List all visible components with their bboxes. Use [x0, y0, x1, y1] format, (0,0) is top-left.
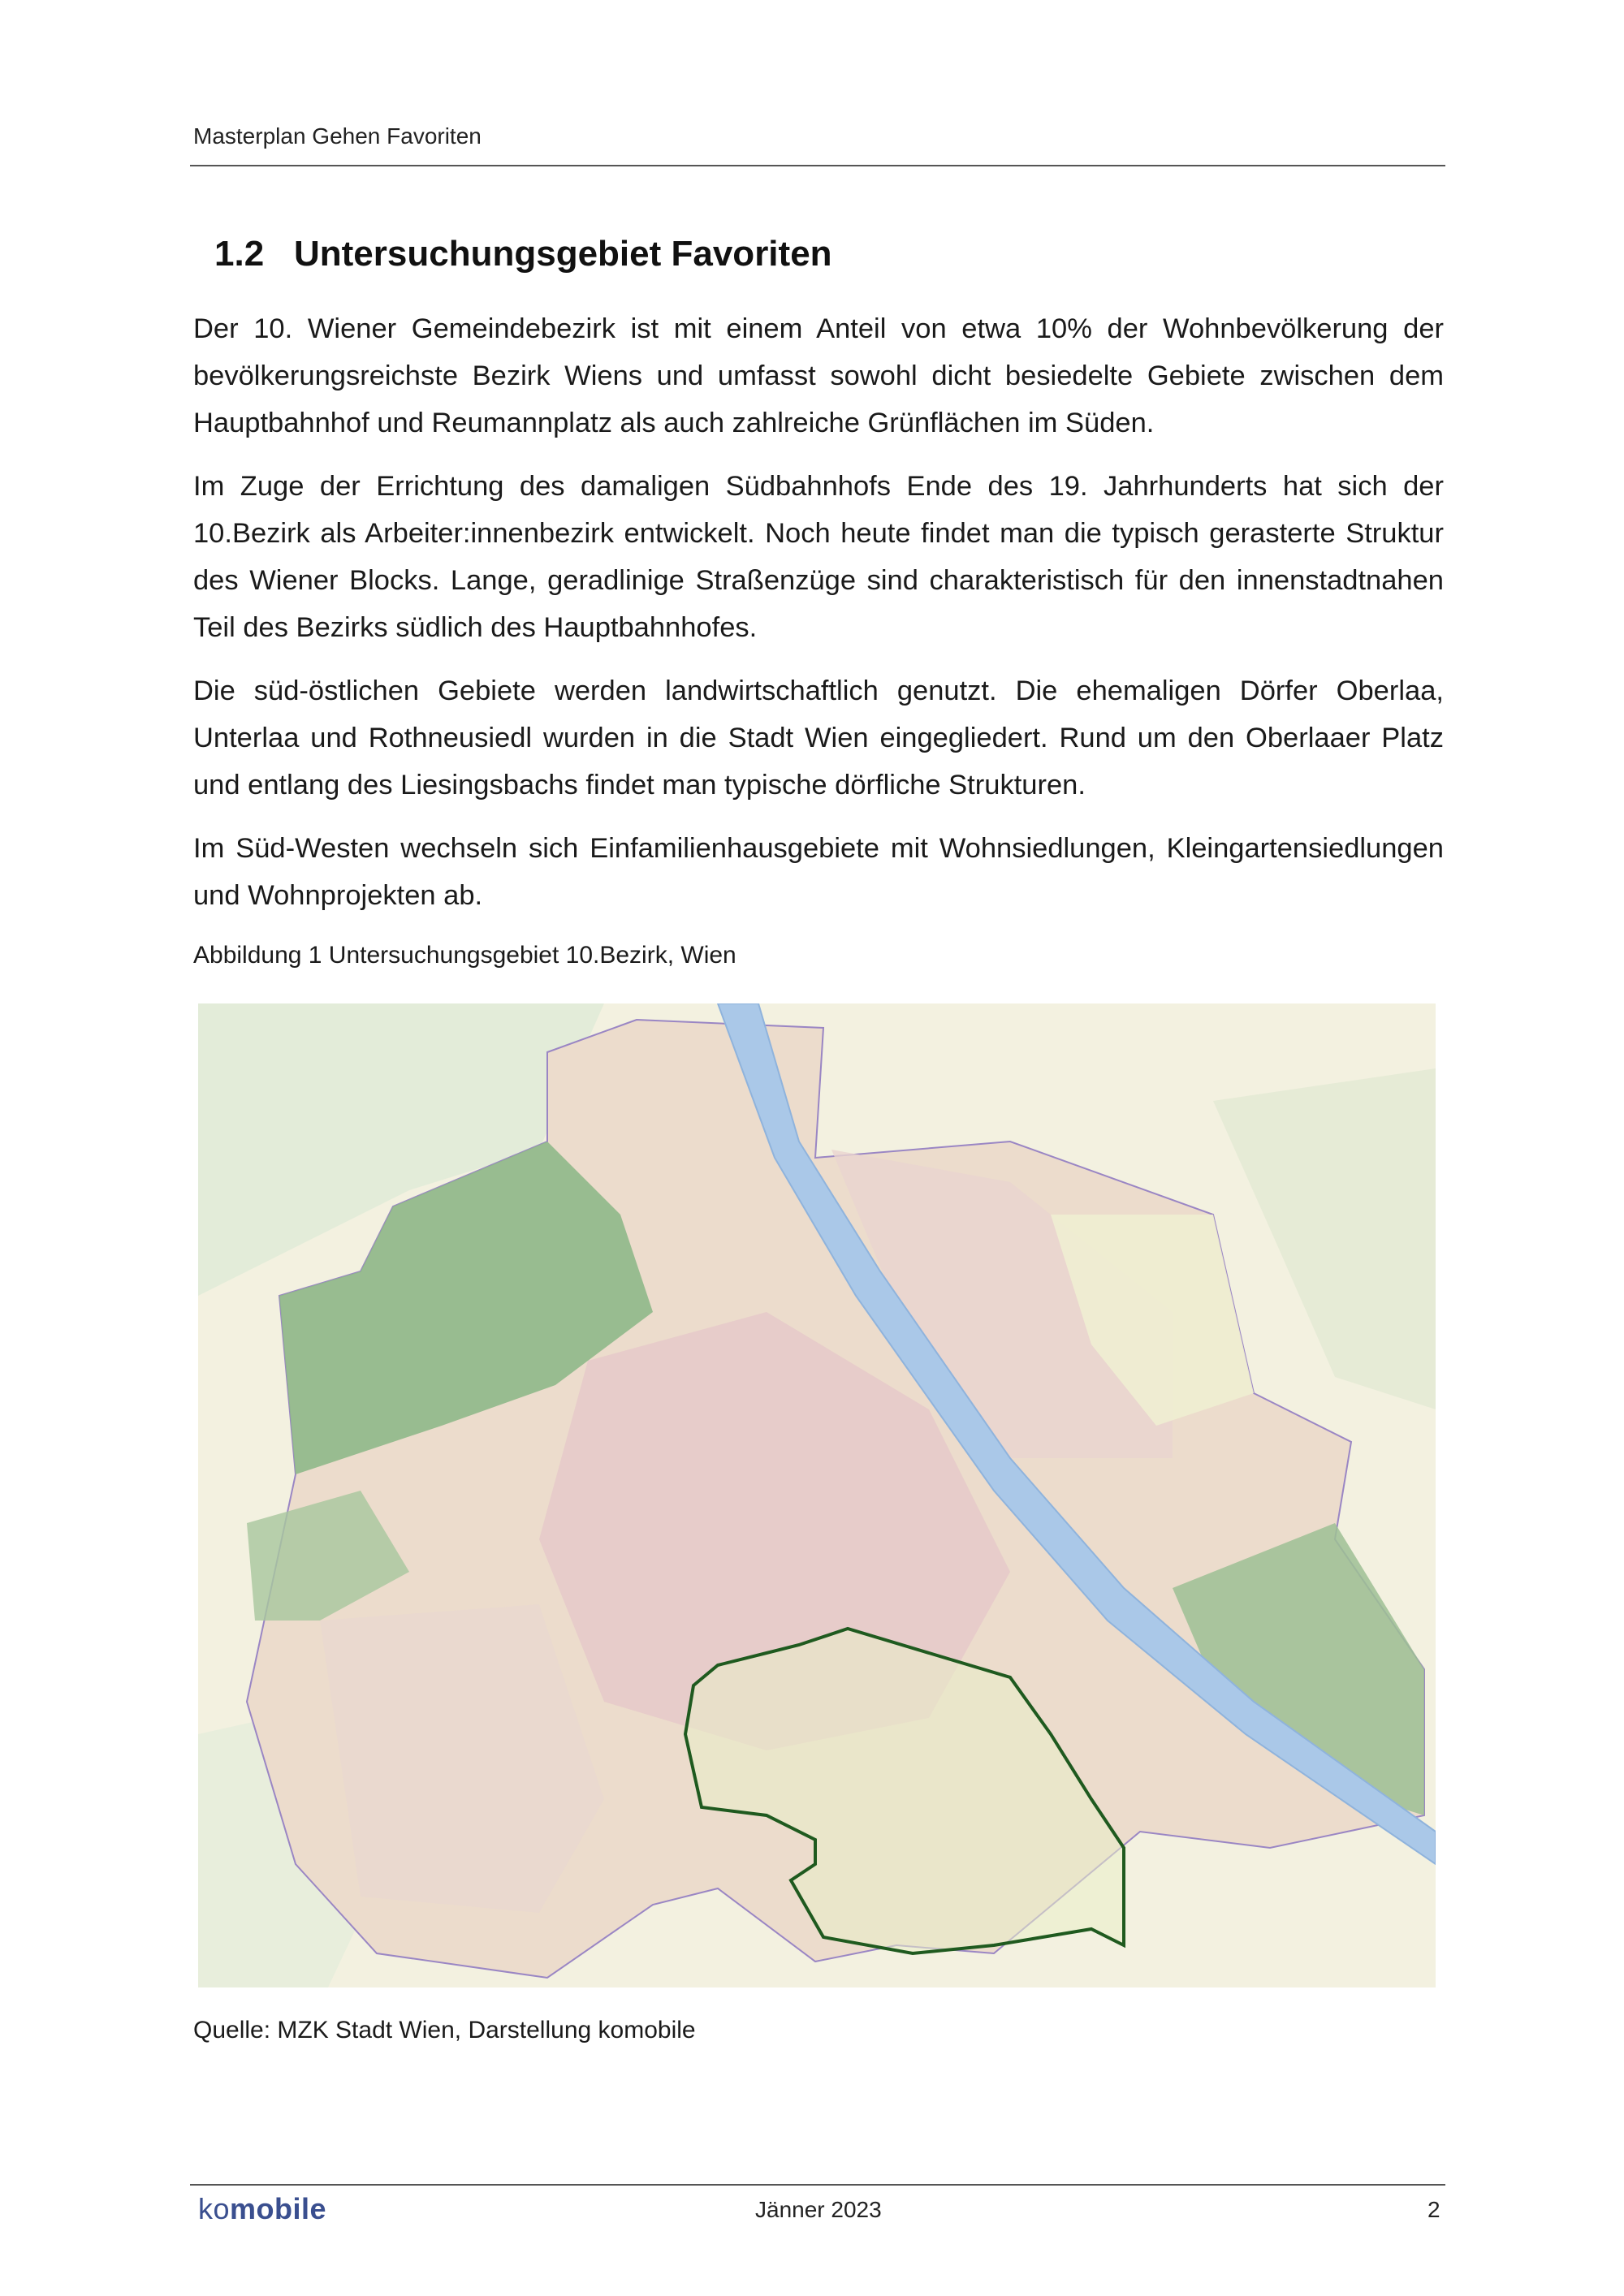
figure-source: Quelle: MZK Stadt Wien, Darstellung komobile [193, 2017, 696, 2044]
footer-date: Jänner 2023 [755, 2197, 882, 2222]
page-number: 2 [1427, 2197, 1440, 2222]
footer-divider [190, 2184, 1445, 2186]
section-title: Untersuchungsgebiet Favoriten [294, 234, 832, 274]
body-text [193, 305, 1444, 935]
figure-caption: Abbildung 1 Untersuchungsgebiet 10.Bezirk, Wien [193, 942, 736, 969]
section-heading [214, 234, 832, 274]
paragraph: Im Süd-Westen wechseln sich Einfamilienhausgebiete mit Wohnsiedlungen, Kleingartensiedlungen und Wohnprojekten ab. [193, 833, 1444, 911]
paragraph: Der 10. Wiener Gemeindebezirk ist mit einem Anteil von etwa 10% der Wohnbevölkerung der bevölkerungsreichste Bezirk Wiens und umfasst sowohl dicht besiedelte Gebiete zwischen dem Hauptbahnhof und Reumannplatz als auch zahlreiche Grünflächen im Süden. [193, 313, 1444, 438]
vienna-map-figure [198, 1003, 1436, 1987]
paragraph: Die süd-östlichen Gebiete werden landwirtschaftlich genutzt. Die ehemaligen Dörfer Oberlaa, Unterlaa und Rothneusiedl wurden in die Stadt Wien eingegliedert. Rund um den Oberlaaer Platz und entlang des Liesingsbachs findet man typische dörfliche Strukturen. [193, 675, 1444, 801]
section-number: 1.2 [214, 234, 265, 274]
running-header: Masterplan Gehen Favoriten [193, 123, 482, 149]
vienna-map [198, 1003, 1436, 1987]
logo-prefix: ko [198, 2192, 231, 2225]
komobile-logo [198, 2192, 326, 2226]
header-divider [190, 165, 1445, 166]
logo-bold: mobile [230, 2192, 327, 2225]
paragraph: Im Zuge der Errichtung des damaligen Südbahnhofs Ende des 19. Jahrhunderts hat sich der 10.Bezirk als Arbeiter:innenbezirk entwickelt. Noch heute findet man die typisch gerasterte Struktur des Wiener Blocks. Lange, geradlinige Straßenzüge sind charakteristisch für den innenstadtnahen Teil des Bezirks südlich des Hauptbahnhofes. [193, 471, 1444, 643]
